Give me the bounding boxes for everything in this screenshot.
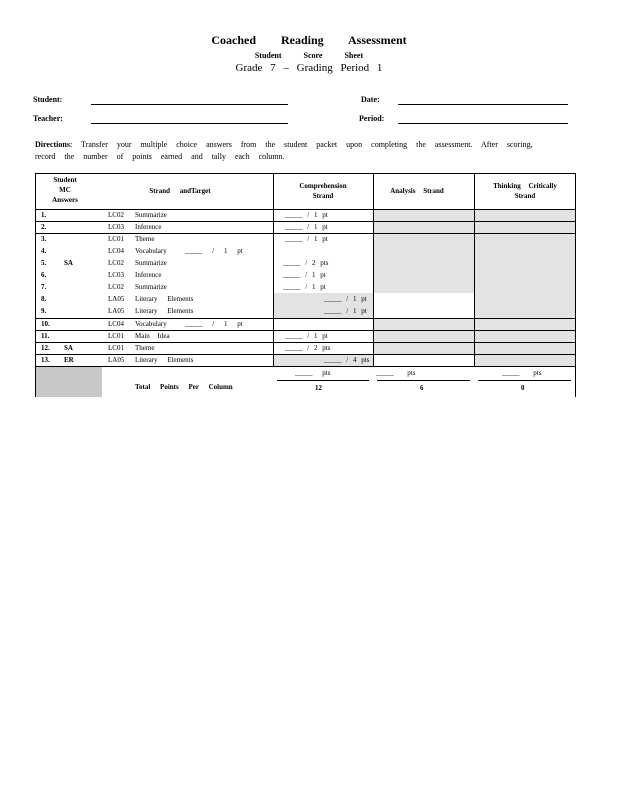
row-number: 10. [41,320,50,328]
row-number: 8. [41,295,47,303]
row-code: LC02 [108,283,124,291]
header-thinking-line1: Thinking Critically [493,182,557,190]
header-comprehension [275,181,371,201]
table-top-border [35,173,575,174]
row-code: LC03 [108,271,124,279]
rows-bottom-line [35,366,575,367]
row-answer-type: SA [64,259,73,267]
row-target: Literary Elements [135,295,194,303]
row-target: Vocabulary [135,247,167,255]
header-thinking-line2: Strand [514,192,536,200]
date-label: Date: [361,95,380,104]
total-analysis-pts[interactable]: _____ pts [376,369,416,377]
row-code: LC02 [108,259,124,267]
directions-text: : Transfer your multiple choice answers from the student packet upon completing the assessment. After scoring, record the number of points earned and tally each column. [35,140,533,161]
totals-gray-block [36,367,102,397]
row-comprehension-score[interactable]: _____ / 1 pt [285,211,328,219]
row-target: Vocabulary [135,320,167,328]
period-input-line[interactable] [398,123,568,124]
row-inline-score[interactable]: _____ / 1 pt [185,247,243,255]
row-target: Inference [135,271,162,279]
row-comprehension-score[interactable]: _____ / 2 pts [285,344,331,352]
row-literary-score[interactable]: _____ / 1 pt [324,295,367,303]
row-code: LC04 [108,247,124,255]
row-comprehension-score[interactable]: _____ / 1 pt [285,235,328,243]
row-target: Literary Elements [135,307,194,315]
directions [35,139,555,163]
table-right-border [575,173,576,397]
row-code: LC03 [108,223,124,231]
row-number: 12. [41,344,50,352]
header-thinking [477,181,573,201]
row-number: 4. [41,247,47,255]
row-number: 9. [41,307,47,315]
row-number: 1. [41,211,47,219]
student-input-line[interactable] [91,104,288,105]
header-analysis: Analysis Strand [390,187,444,195]
col-divider-comprehension [273,173,274,367]
grade-period-line: Grade 7 – Grading Period 1 [235,62,383,74]
document-title: Coached Reading Assessment [211,33,407,47]
row-code: LC04 [108,320,124,328]
total-thinking-pts[interactable]: _____ pts [502,369,542,377]
header-strand-target: Strand andTarget [149,187,211,195]
row-answer-type: ER [64,356,74,364]
col-divider-analysis [373,173,374,367]
total-analysis-max: 6 [420,384,424,392]
score-table [35,173,575,397]
row-code: LC01 [108,344,124,352]
row-number: 6. [41,271,47,279]
row-target: Theme [135,344,155,352]
analysis-shade-lower [373,319,474,354]
teacher-input-line[interactable] [91,123,288,124]
row-code: LC01 [108,235,124,243]
header-student-mc-line3: Answers [52,196,78,204]
row-literary-score[interactable]: _____ / 1 pt [324,307,367,315]
row-number: 7. [41,283,47,291]
totals-label: Total Points Per Column [135,383,233,391]
teacher-label: Teacher: [33,114,63,123]
directions-label: Directions [35,140,70,149]
row-target: Summarize [135,259,167,267]
row-comprehension-score[interactable]: _____ / 1 pt [285,223,328,231]
row-code: LA05 [108,356,125,364]
row-comprehension-score[interactable]: _____ / 1 pt [285,332,328,340]
header-comprehension-line1: Comprehension [299,182,347,190]
header-comprehension-line2: Strand [312,192,334,200]
total-thinking-line [478,380,571,381]
total-comprehension-max: 12 [315,384,322,392]
row-number: 5. [41,259,47,267]
total-thinking-max: 0 [521,384,525,392]
row-comprehension-score[interactable]: _____ / 2 pts [283,259,329,267]
row-code: LC01 [108,332,124,340]
row-target: Main Idea [135,332,170,340]
header-student-mc-line2: MC [59,186,71,194]
header-student-mc [43,175,87,205]
row-target: Inference [135,223,162,231]
total-comprehension-line [277,380,369,381]
row-number: 2. [41,223,47,231]
row-code: LA05 [108,307,125,315]
row-inline-score[interactable]: _____ / 1 pt [185,320,243,328]
header-student-mc-line1: Student [53,176,77,184]
period-label: Period: [359,114,385,123]
row-target: Literary Elements [135,356,194,364]
row-code: LA05 [108,295,125,303]
col-divider-thinking [474,173,475,367]
row-number: 11. [41,332,50,340]
student-label: Student: [33,95,63,104]
row-target: Theme [135,235,155,243]
document-subtitle: Student Score Sheet [254,51,364,60]
row-comprehension-score[interactable]: _____ / 1 pt [283,283,326,291]
row-target: Summarize [135,283,167,291]
row-target: Summarize [135,211,167,219]
row-literary-score[interactable]: _____ / 4 pts [324,356,370,364]
row-number: 3. [41,235,47,243]
row-comprehension-score[interactable]: _____ / 1 pt [283,271,326,279]
total-comprehension-pts[interactable]: _____ pts [295,369,331,377]
total-analysis-line [377,380,470,381]
date-input-line[interactable] [398,104,568,105]
row-number: 13. [41,356,50,364]
row-code: LC02 [108,211,124,219]
table-left-border [35,173,36,397]
row-answer-type: SA [64,344,73,352]
